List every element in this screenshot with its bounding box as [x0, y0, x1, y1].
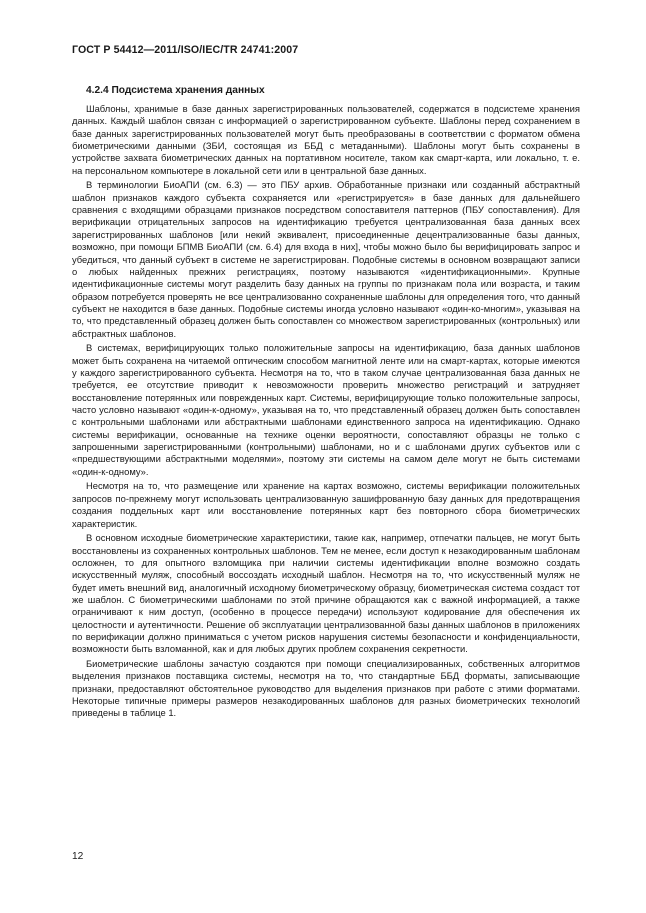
paragraph: В системах, верифицирующих только положительные запросы на идентификацию, база данных шаблонов может быть сохранена на читаемой оптическим способом магнитной ленте или на смарт-картах, которые имеются у каждого зарегистрированного субъекта. Несмотря на то, что в таком случае централизованная база данных не требуется, ее отсутствие приводит к невозможности проверить множество регистраций и затрудняет восстановление потерянных или поврежденных карт. Системы, верифицирующие только положительные запросы, часто условно называют «один-к-одному», указывая на то, что представленный образец должен быть сопоставлен с контрольными шаблонами или абстрактными шаблонами единственного запроса на идентификацию. Однако системы верификации, основанные на технике оценки вероятности, сопоставляют образцы не только с запрошенными зарегистрированными (контрольными) шаблонами, но и с шаблонами других субъектов или с «предшествующими абстрактными моделями», поэтому эти системы на самом деле могут не быть системами «один-к-одному». — [72, 342, 580, 477]
paragraph: В терминологии БиоАПИ (см. 6.3) — это ПБУ архив. Обработанные признаки или созданный абстрактный шаблон признаков каждого субъекта сохраняется или «регистрируется» в базе данных для дальнейшего сравнения с входящими образцами признаков посредством сопоставителя паттернов (ПБУ сопоставления). Для верификации отрицательных запросов на идентификацию требуется централизованная база данных всех зарегистрированных шаблонов [или некий эквивалент, присоединенные децентрализованные базы данных, возможно, при помощи БПМВ БиоАПИ (см. 6.4) для входа в них], чтобы можно было бы верифицировать запрос и убедиться, что данный субъект в системе не зарегистрирован. Подобные системы в основном возвращают записи о любых найденных прежних регистрациях, поэтому называются «идентификационными». Крупные идентификационные системы могут разделить базу данных на группы по признакам пола или возраста, и таким образом потребуется проверять не все централизованно сохраненные шаблоны для определения того, что данный субъект не находится в базе данных. Подобные системы иногда условно называют «один-ко-многим», указывая на то, что представленный образец должен быть сопоставлен со множеством зарегистрированных (контрольных) или абстрактных шаблонов. — [72, 179, 580, 339]
standard-header: ГОСТ Р 54412—2011/ISO/IEC/TR 24741:2007 — [72, 44, 299, 56]
section-heading: 4.2.4 Подсистема хранения данных — [86, 85, 265, 96]
body-text — [72, 103, 580, 722]
paragraph: В основном исходные биометрические характеристики, такие как, например, отпечатки пальцев, не могут быть восстановлены из сохраненных контрольных шаблонов. Тем не менее, если доступ к незакодированным шаблонам осложнен, то для опытного взломщика при наличии системы идентификации вполне возможно создать искусственный муляж, способный воссоздать исходный шаблон. Несмотря на то, что искусственный муляж не будет иметь внешний вид, аналогичный исходному биометрическому образцу, биометрическая система создаст тот же шаблон. С биометрическими шаблонами по этой причине обращаются как с важной информацией, а также ограничивают к ним доступ, (особенно в процессе передачи) используют кодирование для обеспечения их целостности и аутентичности. Решение об эксплуатации централизованной базы данных шаблонов в приложениях по верификации должно приниматься с учетом рисков нарушения системы безопасности и конфиденциальности, возможности быть взломанной, как и для любых других проблем сохранения секретности. — [72, 532, 580, 655]
page-number: 12 — [72, 851, 84, 862]
paragraph: Биометрические шаблоны зачастую создаются при помощи специализированных, собственных алгоритмов выделения признаков поставщика системы, несмотря на то, что стандартные ББД форматы, записывающие признаки, предоставляют обстоятельное руководство для выделения признаков при работе с этими форматами. Некоторые типичные примеры размеров незакодированных шаблонов для разных биометрических технологий приведены в таблице 1. — [72, 658, 580, 719]
paragraph: Шаблоны, хранимые в базе данных зарегистрированных пользователей, содержатся в подсистеме хранения данных. Каждый шаблон связан с информацией о зарегистрированном субъекте. Шаблоны перед сохранением в базе данных зарегистрированных пользователей могут быть преобразованы в соответствии с форматом обмена биометрическими данными (ЗБИ, состоящая из ББД с метаданными). Шаблоны могут быть сохранены в устройстве захвата биометрических данных на портативном носителе, таком как смарт-карта, или локально, т. е. на персональном компьютере в локальной сети или в центральной базе данных. — [72, 103, 580, 176]
paragraph: Несмотря на то, что размещение или хранение на картах возможно, системы верификации положительных запросов по-прежнему могут использовать централизованную зашифрованную базу данных для предотвращения создания поддельных карт или восстановление потерянных карт без повторного сбора биометрических характеристик. — [72, 480, 580, 529]
